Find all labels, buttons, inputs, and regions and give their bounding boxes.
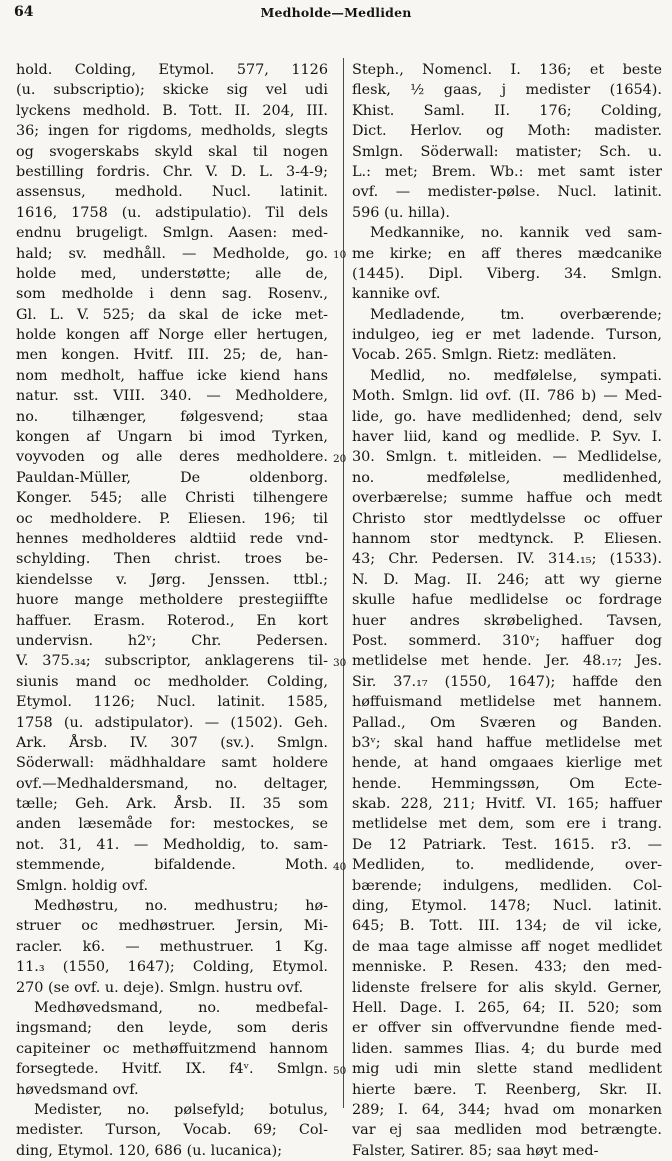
right-column-line: b3ᵛ; skal hand haffue metlidelse met xyxy=(352,734,662,751)
right-column-line: Falster, Satirer. 85; saa høyt med- xyxy=(352,1142,599,1159)
right-column-line: mig udi min slette stand medlident xyxy=(352,1061,662,1078)
left-column-line: racler. k6. — methustruer. 1 Kg. xyxy=(16,938,328,955)
right-column-line: 645; B. Tott. III. 134; de vil icke, xyxy=(352,918,662,935)
left-column-line: kongen af Ungarn bi imod Tyrken, xyxy=(16,429,328,446)
right-column-line: skulle hafue medlidelse oc fordrage xyxy=(352,592,662,609)
right-column-line: 289; I. 64, 344; hvad om monarken xyxy=(352,1101,662,1118)
left-column-line: medister. Turson, Vocab. 69; Col- xyxy=(16,1122,328,1139)
page-number: 64 xyxy=(14,4,34,20)
right-column-line: haver liid, kand og medlide. P. Syv. I. xyxy=(352,429,662,446)
left-column-line: huore mange metholdere prestegiiffte xyxy=(16,592,328,609)
left-column-line: haffuer. Erasm. Roterod., En kort xyxy=(16,612,328,629)
right-column-line: L.: met; Brem. Wb.: met samt ister xyxy=(352,163,662,180)
right-column-line: 596 (u. hilla). xyxy=(352,204,450,221)
left-column-line: voyvoden og alle deres medholdere. xyxy=(16,449,328,466)
right-column-line: Christo stor medtlydelsse oc offuer xyxy=(352,510,662,527)
right-column-line: Dict. Herlov. og Moth: madister. xyxy=(352,123,662,140)
right-column-line: hannom stor medtynck. P. Eliesen. xyxy=(352,530,662,547)
right-column-line: hende. Hemmingssøn, Om Ecte- xyxy=(352,775,662,792)
left-column-line: bestilling fordris. Chr. V. D. L. 3-4-9; xyxy=(16,163,328,180)
left-column-line: Smlgn. holdig ovf. xyxy=(16,877,149,894)
right-column-line: Post. sommerd. 310ᵛ; haffuer dog xyxy=(352,632,662,649)
right-column-line: indulgeo, ieg er met ladende. Turson, xyxy=(352,327,662,344)
left-column-line: undervisn. h2ᵛ; Chr. Pedersen. xyxy=(16,632,328,649)
left-column-line: hennes medholderes aldtiid rede vnd- xyxy=(16,530,328,547)
left-column-line: lyckens medhold. B. Tott. II. 204, III. xyxy=(16,102,328,119)
right-column-line: var ej saa medliden mod betrængte. xyxy=(352,1122,662,1139)
left-column-line: nom medholt, haffue icke kiend hans xyxy=(16,367,328,384)
right-column-line: De 12 Patriark. Test. 1615. r3. — xyxy=(352,836,662,853)
left-column-line: capiteiner oc methøffuitzmend hannom xyxy=(16,1040,328,1057)
right-column-line: Medladende, tm. overbærende; xyxy=(370,306,662,323)
right-column-line: Khist. Saml. II. 176; Colding, xyxy=(352,102,662,119)
right-column-line: 43; Chr. Pedersen. IV. 314.₁₅; (1533). xyxy=(352,551,662,568)
line-number-marker: 30 xyxy=(333,656,347,669)
right-column-line: Medkannike, no. kannik ved sam- xyxy=(370,225,662,242)
right-column-line: flesk, ½ gaas, j medister (1654). xyxy=(352,82,662,99)
left-column-line: høvedsmand ovf. xyxy=(16,1081,139,1098)
left-column-line: 36; ingen for rigdoms, medholds, slegts xyxy=(16,123,328,140)
left-column-line: assensus, medhold. Nucl. latinit. xyxy=(16,184,328,201)
left-column-line: og svogerskabs skyld skal til nogen xyxy=(16,143,328,160)
left-column-line: Medister, no. pølsefyld; botulus, xyxy=(34,1101,328,1118)
left-column-line: holde kongen aff Norge eller hertugen, xyxy=(16,327,328,344)
right-column-line: Hell. Dage. I. 265, 64; II. 520; som xyxy=(352,999,662,1016)
left-column-line: Pauldan-Müller, De oldenborg. xyxy=(16,469,328,486)
left-column-line: endnu brugeligt. Smlgn. Aasen: med- xyxy=(16,225,328,242)
left-column-line: Medhøvedsmand, no. medbefal- xyxy=(34,999,328,1016)
left-column-line: Söderwall: mädhhaldare samt holdere xyxy=(16,755,328,772)
left-column-line: no. tilhænger, følgesvend; staa xyxy=(16,408,328,425)
right-column-line: Pallad., Om Sværen og Banden. xyxy=(352,714,662,731)
left-column-line: som medholde i denn sag. Rosenv., xyxy=(16,286,328,303)
line-number-marker: 20 xyxy=(333,452,347,465)
left-column-line: not. 31, 41. — Medholdig, to. sam- xyxy=(16,836,328,853)
right-column-line: skab. 228, 211; Hvitf. VI. 165; haffuer xyxy=(352,796,662,813)
left-column-line: holde med, understøtte; alle de, xyxy=(16,265,328,282)
left-column xyxy=(16,60,328,1161)
left-column-line: 1758 (u. adstipulator). — (1502). Geh. xyxy=(16,714,328,731)
left-column-line: Etymol. 1126; Nucl. latinit. 1585, xyxy=(16,694,328,711)
left-column-line: 1616, 1758 (u. adstipulatio). Til dels xyxy=(16,204,328,221)
right-column-line: ding, Etymol. 1478; Nucl. latinit. xyxy=(352,898,662,915)
right-column-line: Medlid, no. medfølelse, sympati. xyxy=(370,367,662,384)
right-column-line: metlidelse met hende. Jer. 48.₁₇; Jes. xyxy=(352,653,662,670)
right-column-line: kannike ovf. xyxy=(352,286,441,303)
left-column-line: struer oc medhøstruer. Jersin, Mi- xyxy=(16,918,328,935)
left-column-line: ovf.—Medhaldersmand, no. deltager, xyxy=(16,775,328,792)
right-column-line: er offver sin offvervundne fiende med- xyxy=(352,1020,662,1037)
left-column-line: V. 375.₃₄; subscriptor, anklagerens til- xyxy=(16,653,328,670)
page-header xyxy=(14,4,658,24)
left-column-line: (u. subscriptio); skicke sig vel udi xyxy=(16,82,328,99)
column-divider xyxy=(343,58,344,1108)
left-column-line: Gl. L. V. 525; da skal de icke met- xyxy=(16,306,328,323)
left-column-line: Ark. Årsb. IV. 307 (sv.). Smlgn. xyxy=(16,734,328,751)
left-column-line: schylding. Then christ. troes be- xyxy=(16,551,328,568)
left-column-line: 11.₃ (1550, 1647); Colding, Etymol. xyxy=(16,959,328,976)
right-column-line: de maa tage almisse aff noget medlidet xyxy=(352,938,662,955)
left-column-line: Medhøstru, no. medhustru; hø- xyxy=(34,898,328,915)
right-column-line: hende, at hand omgaaes kierlige met xyxy=(352,755,662,772)
right-column-line: Medliden, to. medlidende, over- xyxy=(352,857,662,874)
right-column-line: huer andres skrøbelighed. Tavsen, xyxy=(352,612,662,629)
left-column-line: hald; sv. medhåll. — Medholde, go. xyxy=(16,245,328,262)
left-column-line: tælle; Geh. Ark. Årsb. II. 35 som xyxy=(16,796,328,813)
right-column-line: liden. sammes Ilias. 4; du burde med xyxy=(352,1040,662,1057)
left-column-line: natur. sst. VIII. 340. — Medholdere, xyxy=(16,388,328,405)
right-column-line: Vocab. 265. Smlgn. Rietz: medläten. xyxy=(352,347,617,364)
left-column-line: men kongen. Hvitf. III. 25; de, han- xyxy=(16,347,328,364)
right-column-line: Sir. 37.₁₇ (1550, 1647); haffde den xyxy=(352,673,662,690)
running-title: Medholde—Medliden xyxy=(260,5,412,20)
right-column-line: høffuismand metlidelse met hannem. xyxy=(352,694,662,711)
right-column-line: ovf. — medister-pølse. Nucl. latinit. xyxy=(352,184,662,201)
right-column-line: me kirke; en aff theres mædcanike xyxy=(352,245,662,262)
left-column-line: siunis mand oc medholder. Colding, xyxy=(16,673,328,690)
right-column xyxy=(352,60,662,1161)
left-column-line: ding, Etymol. 120, 686 (u. lucanica); xyxy=(16,1142,283,1159)
right-column-line: Steph., Nomencl. I. 136; et beste xyxy=(352,62,662,78)
right-column-line: no. medfølelse, medlidenhed, xyxy=(352,469,662,486)
left-column-line: oc medholdere. P. Eliesen. 196; til xyxy=(16,510,328,527)
right-column-line: 30. Smlgn. t. mitleiden. — Medlidelse, xyxy=(352,449,662,466)
right-column-line: lidenste frelsere for alis skyld. Gerner, xyxy=(352,979,662,996)
line-number-marker: 50 xyxy=(333,1064,347,1077)
right-column-line: menniske. P. Resen. 433; den med- xyxy=(352,959,662,976)
line-number-marker: 10 xyxy=(333,248,347,261)
left-column-line: hold. Colding, Etymol. 577, 1126 xyxy=(16,62,328,78)
right-column-line: Moth. Smlgn. lid ovf. (II. 786 b) — Med- xyxy=(352,388,662,405)
right-column-line: lide, go. have medlidenhed; dend, selv xyxy=(352,408,662,425)
right-column-line: Smlgn. Söderwall: matister; Sch. u. xyxy=(352,143,662,160)
right-column-line: bærende; indulgens, medliden. Col- xyxy=(352,877,662,894)
left-column-line: anden læsemåde for: mestockes, se xyxy=(16,816,328,833)
left-column-line: Konger. 545; alle Christi tilhengere xyxy=(16,490,328,507)
left-column-line: kiendelsse v. Jørg. Jenssen. ttbl.; xyxy=(16,571,328,588)
left-column-line: ingsmand; den leyde, som deris xyxy=(16,1020,328,1037)
right-column-line: overbærelse; summe haffue och medt xyxy=(352,490,662,507)
right-column-line: metlidelse met dem, som ere i trang. xyxy=(352,816,662,833)
right-column-line: N. D. Mag. II. 246; att wy gierne xyxy=(352,571,662,588)
right-column-line: (1445). Dipl. Viberg. 34. Smlgn. xyxy=(352,265,662,282)
left-column-line: 270 (se ovf. u. deje). Smlgn. hustru ovf. xyxy=(16,979,304,996)
right-column-line: hierte bære. T. Reenberg, Skr. II. xyxy=(352,1081,662,1098)
line-number-marker: 40 xyxy=(333,860,347,873)
left-column-line: forsegtede. Hvitf. IX. f4ᵛ. Smlgn. xyxy=(16,1061,328,1078)
left-column-line: stemmende, bifaldende. Moth. xyxy=(16,857,328,874)
